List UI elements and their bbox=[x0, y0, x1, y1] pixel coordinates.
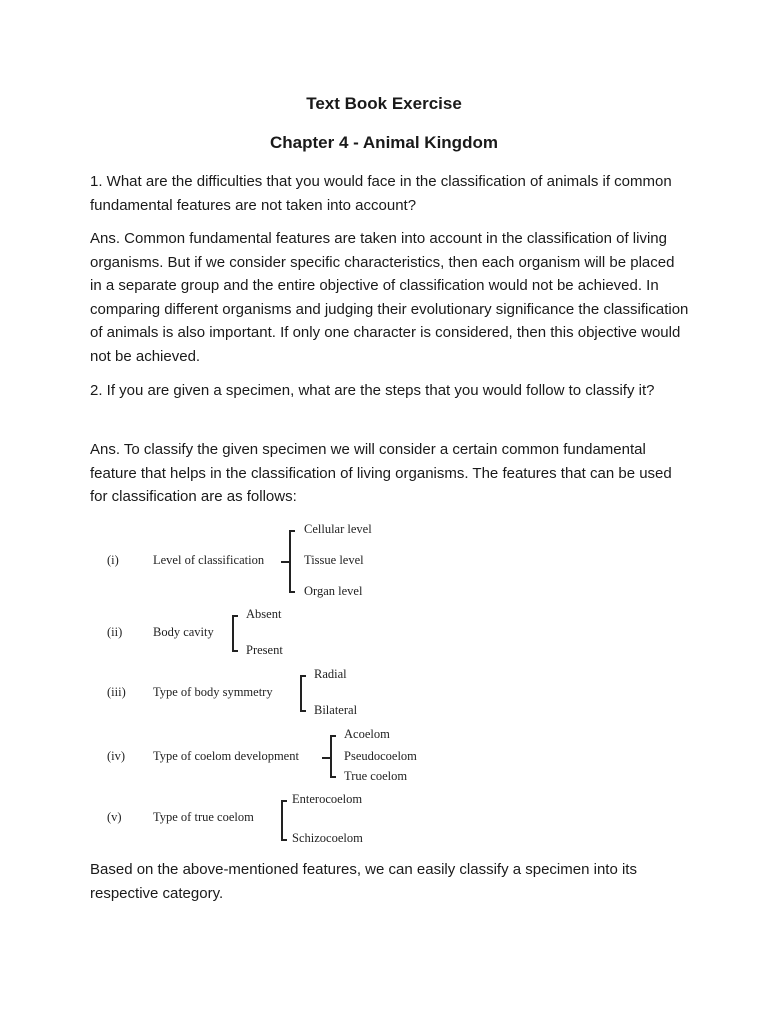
feature-numeral: (ii) bbox=[107, 625, 123, 639]
feature-label: Type of true coelom bbox=[153, 810, 254, 824]
option-item: Organ level bbox=[304, 584, 363, 598]
bracket-tick bbox=[330, 776, 336, 778]
feature-numeral: (iii) bbox=[107, 685, 126, 699]
feature-numeral: (i) bbox=[107, 553, 119, 567]
option-item: Bilateral bbox=[314, 703, 358, 717]
option-item: Absent bbox=[246, 607, 282, 621]
feature-numeral: (iv) bbox=[107, 749, 126, 763]
answer-2: Ans. To classify the given specimen we will consider a certain common fundamental feature that helps in the classification of living organisms. The features that can be used for classification are as follows: bbox=[90, 441, 672, 505]
bracket-tick bbox=[281, 800, 287, 802]
bracket bbox=[232, 615, 239, 651]
bracket bbox=[289, 530, 296, 592]
feature-label: Type of body symmetry bbox=[153, 685, 273, 699]
bracket-tick bbox=[289, 591, 295, 593]
bracket bbox=[300, 675, 307, 711]
bracket-tick bbox=[300, 675, 306, 677]
conclusion: Based on the above-mentioned features, we can easily classify a specimen into its respective category. bbox=[90, 861, 637, 902]
option-item: Enterocoelom bbox=[292, 792, 363, 806]
option-item: Cellular level bbox=[304, 522, 372, 536]
question-2: 2. If you are given a specimen, what are the steps that you would follow to classify it? bbox=[90, 382, 655, 399]
bracket bbox=[330, 735, 337, 777]
answer-1: Ans. Common fundamental features are taken into account in the classification of living organisms. But if we consider specific characteristics, then each organism will be placed in a separate group and the entire objective of classification would not be achieved. In comparing different organisms and judging their evolutionary significance the classification of animals is also important. If only one character is considered, then this objective would not be achieved. bbox=[90, 230, 689, 365]
feature-label: Type of coelom development bbox=[153, 749, 299, 763]
option-item: Present bbox=[246, 643, 283, 657]
chapter-heading: Chapter 4 - Animal Kingdom bbox=[270, 133, 498, 152]
feature-label: Body cavity bbox=[153, 625, 214, 639]
feature-label: Level of classification bbox=[153, 553, 265, 567]
bracket-tick bbox=[232, 650, 238, 652]
question-1: 1. What are the difficulties that you would face in the classification of animals if common fundamental features are not taken into account? bbox=[90, 173, 672, 214]
feature-numeral: (v) bbox=[107, 810, 122, 824]
bracket-tick bbox=[289, 530, 295, 532]
option-item: Acoelom bbox=[344, 727, 390, 741]
option-item: Radial bbox=[314, 667, 347, 681]
bracket-tick bbox=[232, 615, 238, 617]
option-item: Schizocoelom bbox=[292, 831, 363, 845]
option-item: Tissue level bbox=[304, 553, 364, 567]
bracket-tick bbox=[300, 710, 306, 712]
page-title: Text Book Exercise bbox=[306, 94, 462, 113]
option-item: True coelom bbox=[344, 769, 408, 783]
bracket-tick bbox=[330, 735, 336, 737]
bracket-tick bbox=[281, 839, 287, 841]
bracket bbox=[281, 800, 288, 840]
option-item: Pseudocoelom bbox=[344, 749, 417, 763]
